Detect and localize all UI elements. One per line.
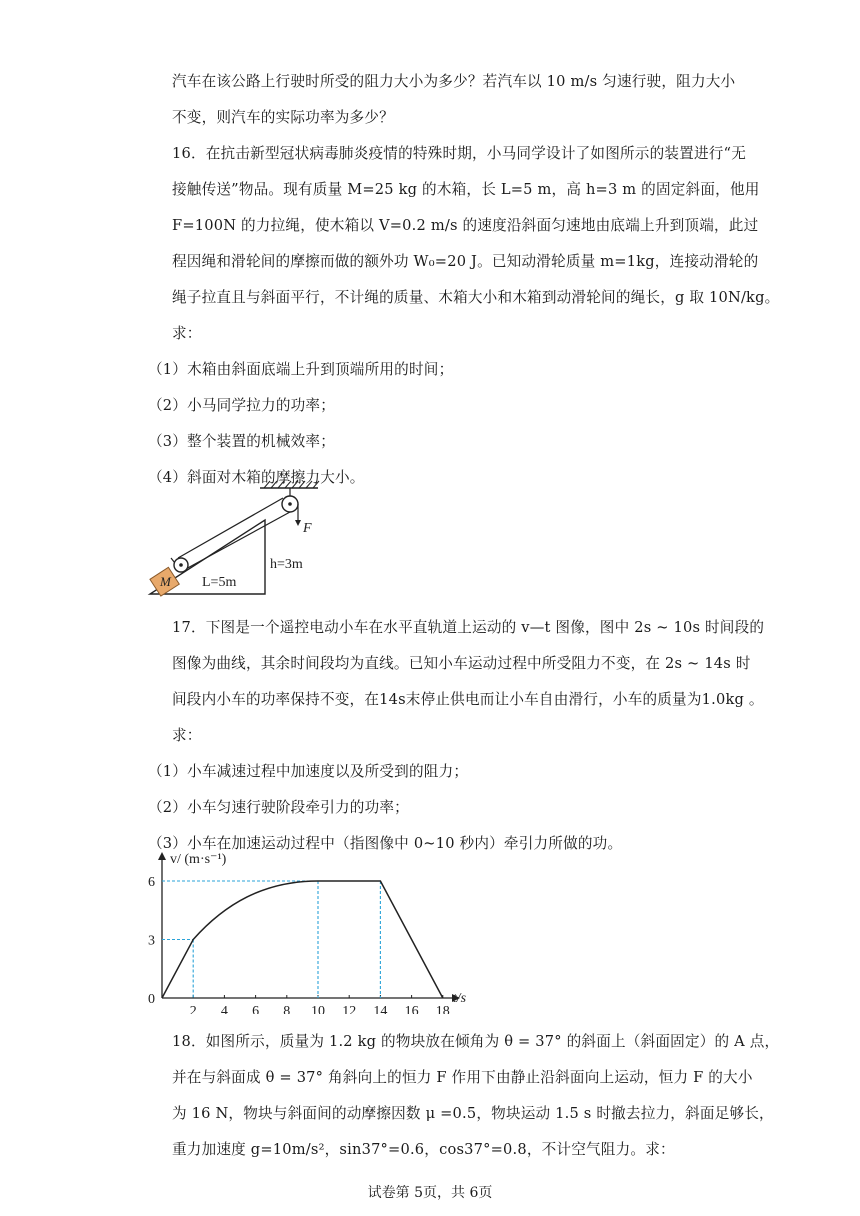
y-tick-label: 3 [148,933,155,949]
q18-line-3: 为 16 N，物块与斜面间的动摩擦因数 μ =0.5，物块运动 1.5 s 时撤去拉力，斜面足够长， [172,1105,774,1122]
origin-label: 0 [148,992,155,1007]
incline-pulley-figure [140,480,340,598]
x-tick-label: 4 [220,1004,228,1014]
label-F: F [303,521,312,536]
q16-line-5: 绳子拉直且与斜面平行，不计绳的质量、木箱大小和木箱到动滑轮间的绳长，g 取 10N/kg。 [172,289,780,306]
q16-part-4: （4）斜面对木箱的摩擦力大小。 [148,469,365,486]
q18-line-4: 重力加速度 g=10m/s²，sin37°=0.6，cos37°=0.8，不计空气阻力。求： [172,1141,675,1158]
q18-line-1: 18．如图所示，质量为 1.2 kg 的物块放在倾角为 θ = 37° 的斜面上（斜面固定）的 A 点， [172,1033,780,1050]
q17-line-2: 图像为曲线，其余时间段均为直线。已知小车运动过程中所受阻力不变，在 2s ~ 14s 时 [172,655,751,672]
q16-part-3: （3）整个装置的机械效率； [148,433,336,450]
q17-line-3: 间段内小车的功率保持不变，在14s末停止供电而让小车自由滑行，小车的质量为1.0kg 。 [172,691,764,708]
x-tick-label: 16 [404,1004,419,1014]
q17-line-4: 求： [172,727,202,744]
q16-part-1: （1）木箱由斜面底端上升到顶端所用的时间； [148,361,454,378]
x-tick-label: 6 [252,1004,260,1014]
y-axis-label: v/ (m·s⁻¹) [170,852,227,867]
q16-line-3: F=100N 的力拉绳，使木箱以 V=0.2 m/s 的速度沿斜面匀速地由底端上升到顶端，此过 [172,217,759,234]
q16-line-6: 求： [172,325,202,342]
q16-line-1: 16．在抗击新型冠状病毒肺炎疫情的特殊时期，小马同学设计了如图所示的装置进行“无 [172,145,747,162]
x-axis-label: t/s [452,991,467,1006]
x-tick-label: 8 [283,1004,291,1014]
y-axis-arrow [158,852,166,860]
x-tick-label: 18 [435,1004,450,1014]
q17-line-1: 17．下图是一个遥控电动小车在水平直轨道上运动的 v—t 图像，图中 2s ~ 10s 时间段的 [172,619,765,636]
x-tick-label: 12 [342,1004,357,1014]
series-line [162,881,443,998]
v-t-chart [140,848,480,1014]
q17-part-1: （1）小车减速过程中加速度以及所受到的阻力； [148,763,469,780]
x-tick-label: 10 [311,1004,325,1014]
label-h: h=3m [270,557,303,572]
q18-line-2: 并在与斜面成 θ = 37° 角斜向上的恒力 F 作用下由静止沿斜面向上运动，恒力 F 的大小 [172,1069,753,1086]
x-tick-label: 2 [189,1004,197,1014]
x-tick-label: 14 [373,1004,388,1014]
y-tick-label: 6 [148,875,155,890]
q15-line-1: 汽车在该公路上行驶时所受的阻力大小为多少？若汽车以 10 m/s 匀速行驶，阻力大小 [172,73,736,90]
label-L: L=5m [202,575,237,590]
q16-part-2: （2）小马同学拉力的功率； [148,397,336,414]
page-footer: 试卷第 5页，共 6页 [367,1185,493,1201]
label-M: M [160,574,171,589]
q15-line-2: 不变，则汽车的实际功率为多少？ [172,109,394,126]
q16-line-4: 程因绳和滑轮间的摩擦而做的额外功 W₀=20 J。已知动滑轮质量 m=1kg，连接动滑轮的 [172,253,759,270]
q17-part-2: （2）小车匀速行驶阶段牵引力的功率； [148,799,409,816]
q17-part-3: （3）小车在加速运动过程中（指图像中 0~10 秒内）牵引力所做的功。 [148,835,623,852]
q16-line-2: 接触传送”物品。现有质量 M=25 kg 的木箱，长 L=5 m，高 h=3 m 的固定斜面，他用 [172,181,760,198]
